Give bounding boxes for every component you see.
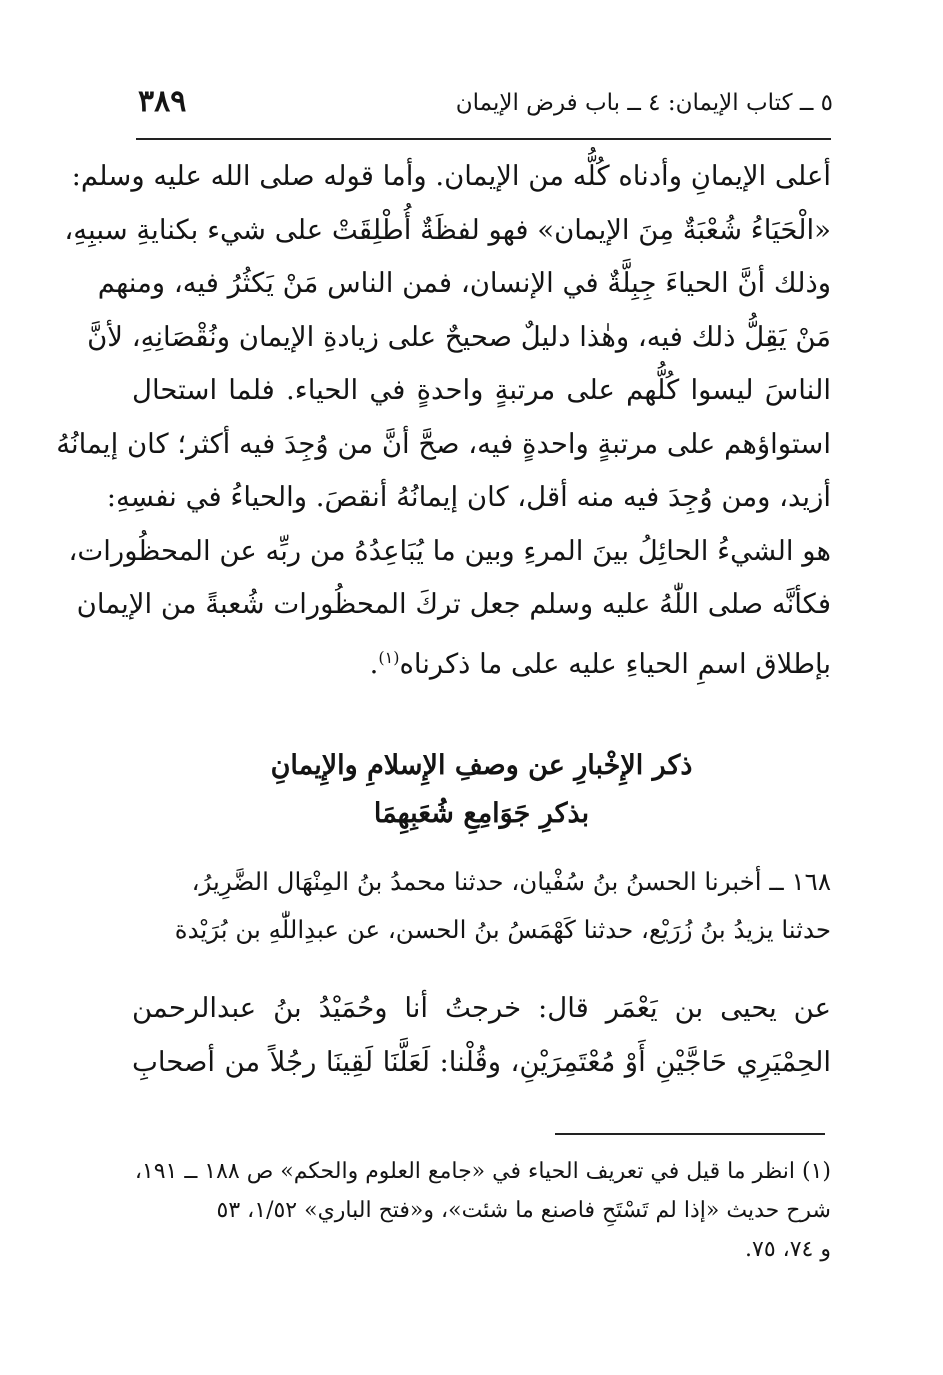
page-number: ٣٨٩ bbox=[138, 84, 187, 119]
running-header: ٥ ــ كتاب الإيمان: ٤ ــ باب فرض الإيمان bbox=[455, 90, 833, 116]
chain-line: حدثنا يزيدُ بنُ زُرَيْع، حدثنا كَهْمَسُ بنُ الحسن، عن عبدِاللّٰهِ بن بُرَيْدة bbox=[174, 915, 831, 944]
paragraph-line: هو الشيءُ الحائِلُ بينَ المرءِ وبين ما يُبَاعِدُهُ من ربِّه عن المحظُورات، bbox=[68, 534, 831, 567]
section-heading bbox=[132, 742, 831, 838]
heading-line-2: بذكرِ جَوَامِعِ شُعَبِهِمَا bbox=[373, 798, 590, 829]
paragraph-line: مَنْ يَقِلُّ ذلك فيه، وهٰذا دليلٌ صحيحٌ على زيادةِ الإيمان ونُقْصَانِهِ، لأنَّ bbox=[87, 320, 831, 353]
hadith-line: عن يحيى بن يَعْمَر قال: خرجتُ أنا وحُمَيْدُ بنُ عبدالرحمن bbox=[132, 992, 831, 1024]
paragraph-line: استواؤهم على مرتبةٍ واحدةٍ فيه، صحَّ أنَّ من وُجِدَ فيه أكثر؛ كان إيمانُهُ bbox=[56, 427, 831, 460]
footnote-divider bbox=[555, 1133, 825, 1135]
last-line-wrap bbox=[132, 631, 831, 685]
paragraph-line: فكأنَّه صلى اللّٰهُ عليه وسلم جعل تركَ المحظُورات شُعبةً من الإيمان bbox=[76, 588, 831, 620]
paragraph-line: «الْحَيَاءُ شُعْبَةٌ مِنَ الإيمان» فهو لفظَةٌ أُطْلِقَتْ على شيء بكنايةِ سببِهِ، bbox=[64, 213, 831, 246]
footnote-line: (١) انظر ما قيل في تعريف الحياء في «جامع العلوم والحكم» ص ١٨٨ ــ ١٩١، bbox=[134, 1159, 831, 1184]
paragraph-line: وذلك أنَّ الحياءَ جِبِلَّةٌ في الإنسان، فمن الناس مَنْ يَكثُرُ فيه، ومنهم bbox=[97, 267, 831, 299]
heading-line-1: ذكر الإِخْبارِ عن وصفِ الإِسلامِ والإِيمانِ bbox=[270, 750, 693, 781]
paragraph-last-line bbox=[132, 631, 831, 685]
paragraph-line: أزيد، ومن وُجِدَ فيه منه أقل، كان إيمانُهُ أنقصَ. والحياءُ في نفسِهِ: bbox=[106, 481, 831, 513]
hadith-chain bbox=[132, 858, 831, 954]
paragraph-line: أعلى الإيمانِ وأدناه كُلُّه من الإيمان. وأما قوله صلى الله عليه وسلم: bbox=[71, 160, 831, 192]
hadith-text bbox=[132, 982, 831, 1089]
footnote-line: شرح حديث «إذا لم تَسْتَحِ فاصنع ما شئت»، و«فتح الباري» ١/٥٢، ٥٣ bbox=[216, 1198, 831, 1223]
commentary-paragraph bbox=[56, 150, 831, 632]
footnote bbox=[132, 1152, 831, 1269]
chain-line: ١٦٨ ــ أخبرنا الحسنُ بنُ سُفْيان، حدثنا محمدُ بنُ المِنْهَال الضَّرِيرُ، bbox=[191, 867, 831, 896]
hadith-line: الحِمْيَرِي حَاجَّيْنِ أَوْ مُعْتَمِرَيْنِ، وقُلْنا: لَعَلَّنَا لَقِينَا رجُلاً من أصحابِ bbox=[132, 1045, 831, 1078]
paragraph-line: الناسَ ليسوا كُلُّهم على مرتبةٍ واحدةٍ في الحياء. فلما استحال bbox=[132, 374, 831, 406]
footnote-line: و ٧٤، ٧٥. bbox=[745, 1237, 831, 1262]
header-divider bbox=[136, 138, 831, 140]
paragraph-line: بإطلاق اسمِ الحياءِ عليه على ما ذكرناه bbox=[399, 648, 831, 681]
paragraph-closing: . bbox=[369, 648, 379, 681]
footnote-reference: (١) bbox=[378, 648, 400, 667]
